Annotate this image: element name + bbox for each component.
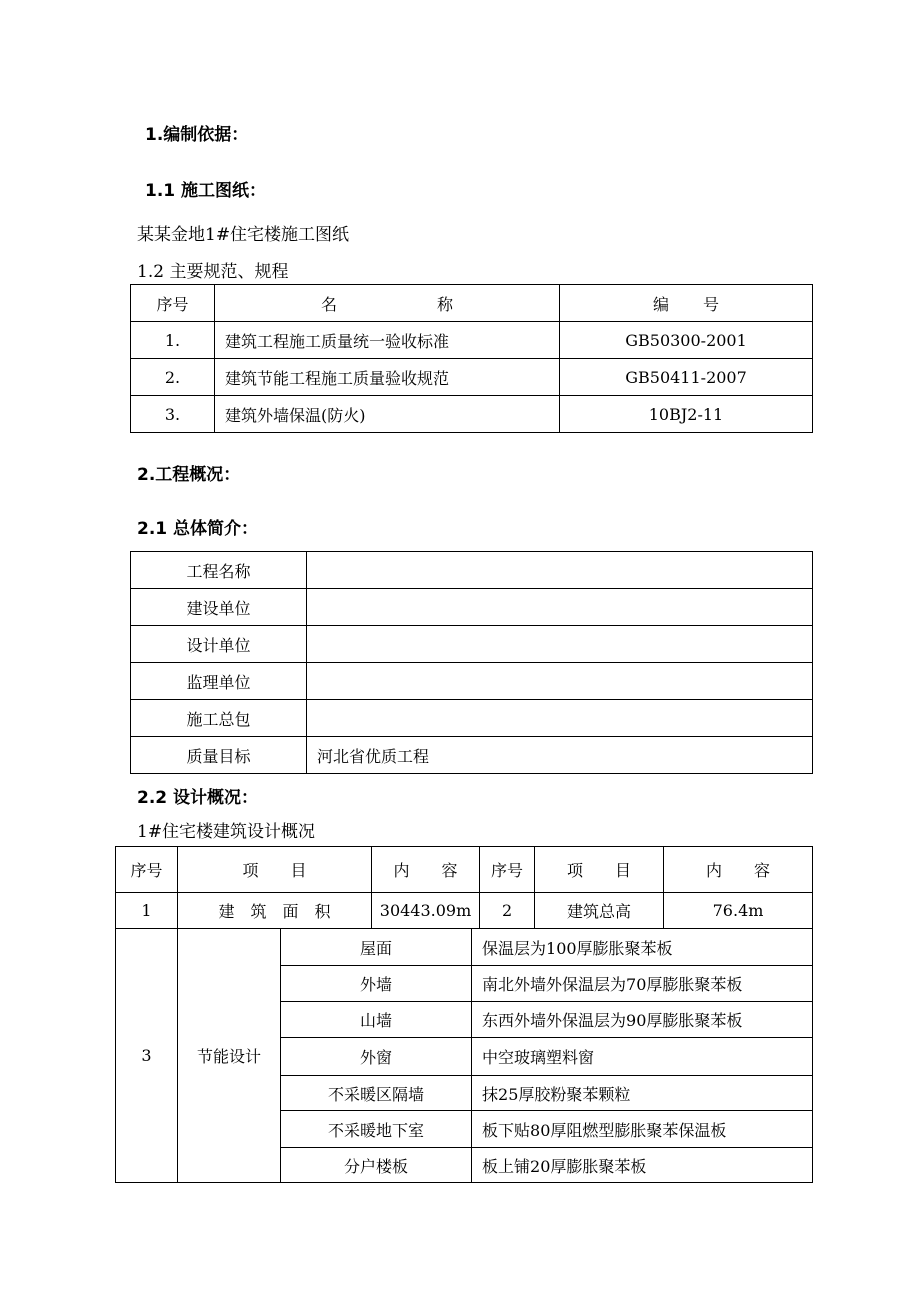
energy-part: 外墙	[281, 966, 472, 1002]
heading-design-overview: 2.2 设计概况：	[137, 788, 259, 808]
energy-detail: 板上铺20厚膨胀聚苯板	[472, 1148, 813, 1183]
table-row	[131, 700, 813, 737]
row-name: 建筑工程施工质量统一验收标准	[215, 322, 560, 359]
header-content-2: 内 容	[664, 847, 813, 893]
energy-detail: 板下贴80厚阻燃型膨胀聚苯保温板	[472, 1111, 813, 1148]
row-index: 1	[116, 893, 178, 929]
design-table	[115, 846, 813, 1183]
energy-part: 外窗	[281, 1038, 472, 1076]
overview-value	[307, 663, 813, 700]
table-row	[116, 929, 813, 966]
heading-construction-drawings: 1.1 施工图纸：	[145, 181, 267, 201]
energy-part: 不采暖地下室	[281, 1111, 472, 1148]
energy-detail: 中空玻璃塑料窗	[472, 1038, 813, 1076]
energy-category: 节能设计	[178, 929, 281, 1183]
header-item: 项 目	[178, 847, 372, 893]
header-name-b: 称	[437, 294, 454, 314]
overview-value: 河北省优质工程	[307, 737, 813, 774]
row-item-2: 建筑总高	[535, 893, 664, 929]
overview-value	[307, 700, 813, 737]
table-row	[131, 663, 813, 700]
row-name: 建筑节能工程施工质量验收规范	[215, 359, 560, 396]
row-code: GB50300-2001	[560, 322, 813, 359]
heading-project-overview: 2.工程概况：	[137, 465, 241, 485]
header-code-b: 号	[703, 294, 720, 314]
energy-part: 屋面	[281, 929, 472, 966]
heading-compile-basis: 1.编制依据：	[145, 125, 249, 145]
row-name: 建筑外墙保温(防火)	[215, 396, 560, 433]
spec-table	[130, 284, 813, 433]
header-index: 序号	[131, 285, 215, 322]
table-row	[131, 626, 813, 663]
drawings-text: 某某金地1#住宅楼施工图纸	[137, 225, 350, 245]
header-code	[560, 285, 813, 322]
overview-value	[307, 552, 813, 589]
row-code: GB50411-2007	[560, 359, 813, 396]
row-index: 3	[116, 929, 178, 1183]
heading-general-intro: 2.1 总体简介：	[137, 519, 259, 539]
row-index: 1.	[131, 322, 215, 359]
overview-label: 施工总包	[131, 700, 307, 737]
row-index: 3.	[131, 396, 215, 433]
table-row	[131, 322, 813, 359]
energy-detail: 抹25厚胶粉聚苯颗粒	[472, 1076, 813, 1111]
spec-title: 1.2 主要规范、规程	[137, 262, 289, 282]
row-code: 10BJ2-11	[560, 396, 813, 433]
table-row	[131, 396, 813, 433]
overview-table	[130, 551, 813, 774]
table-row	[131, 737, 813, 774]
overview-label: 工程名称	[131, 552, 307, 589]
overview-label: 建设单位	[131, 589, 307, 626]
row-value: 30443.09m	[372, 893, 480, 929]
row-index-2: 2	[480, 893, 535, 929]
design-title: 1#住宅楼建筑设计概况	[137, 822, 316, 842]
table-row	[116, 893, 813, 929]
header-item-2: 项 目	[535, 847, 664, 893]
overview-label: 设计单位	[131, 626, 307, 663]
energy-detail: 南北外墙外保温层为70厚膨胀聚苯板	[472, 966, 813, 1002]
spec-table-header	[131, 285, 813, 322]
energy-part: 分户楼板	[281, 1148, 472, 1183]
table-row	[131, 359, 813, 396]
row-value-2: 76.4m	[664, 893, 813, 929]
header-index-2: 序号	[480, 847, 535, 893]
header-name	[215, 285, 560, 322]
header-name-a: 名	[320, 294, 337, 314]
overview-value	[307, 626, 813, 663]
energy-part: 山墙	[281, 1002, 472, 1038]
table-row	[131, 589, 813, 626]
row-item: 建 筑 面 积	[178, 893, 372, 929]
energy-part: 不采暖区隔墙	[281, 1076, 472, 1111]
overview-label: 监理单位	[131, 663, 307, 700]
overview-value	[307, 589, 813, 626]
header-content: 内 容	[372, 847, 480, 893]
header-index: 序号	[116, 847, 178, 893]
table-row	[131, 552, 813, 589]
row-index: 2.	[131, 359, 215, 396]
overview-label: 质量目标	[131, 737, 307, 774]
energy-detail: 东西外墙外保温层为90厚膨胀聚苯板	[472, 1002, 813, 1038]
header-code-a: 编	[652, 294, 669, 314]
energy-detail: 保温层为100厚膨胀聚苯板	[472, 929, 813, 966]
design-table-header	[116, 847, 813, 893]
